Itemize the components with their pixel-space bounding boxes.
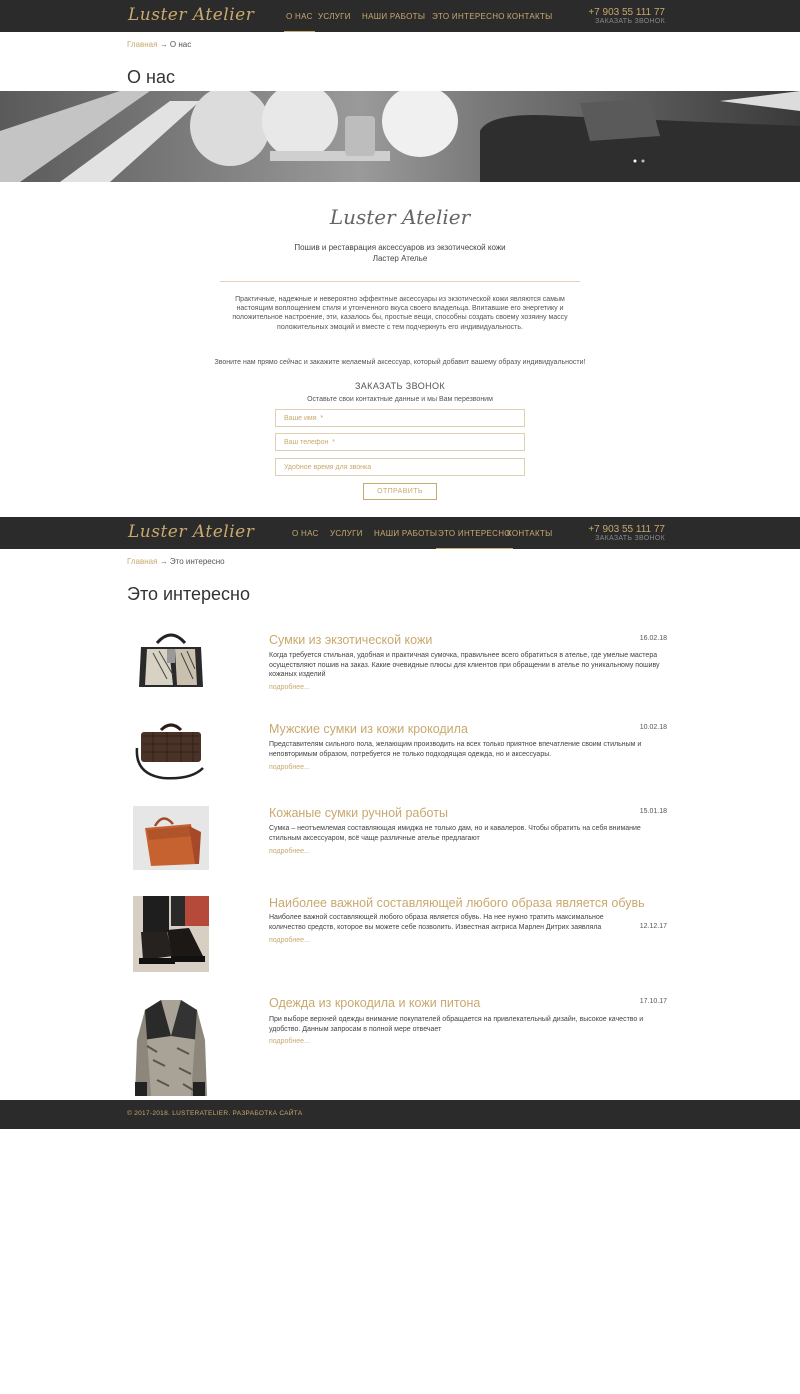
call-time-input[interactable]: [275, 458, 525, 476]
read-more-link[interactable]: подробнее...: [269, 764, 310, 771]
article-excerpt: Представителям сильного пола, желающим производить на всех только приятное впечатление своим стильным и неповторимым образом, потребуется не только подходящая одежда, но и аксессуары.: [269, 741, 642, 758]
article-excerpt: При выборе верхней одежды внимание покупателей обращается на привлекательный дизайн, высокое качество и удобство. Данным запросам в полной мере отвечает: [269, 1016, 644, 1033]
article-title-link[interactable]: Наиболее важной составляющей любого образа является обувь: [269, 896, 645, 910]
footer-copyright[interactable]: © 2017-2018. LUSTERATELIER. РАЗРАБОТКА САЙТА: [127, 1110, 303, 1117]
article-date: 15.01.18: [639, 808, 667, 815]
article-title-link[interactable]: Одежда из крокодила и кожи питона: [269, 996, 481, 1010]
nav-about[interactable]: О НАС: [286, 12, 313, 21]
article-date: 12.12.17: [639, 923, 667, 930]
read-more-link[interactable]: подробнее...: [269, 848, 310, 855]
header-callback-link[interactable]: ЗАКАЗАТЬ ЗВОНОК: [595, 18, 665, 25]
nav-works[interactable]: НАШИ РАБОТЫ: [362, 12, 426, 21]
breadcrumb-home-link[interactable]: Главная: [127, 40, 158, 49]
page-title: Это интересно: [127, 584, 251, 604]
article-item: [0, 799, 800, 871]
handmade-bag-image[interactable]: [133, 806, 209, 870]
article-item: [0, 889, 800, 975]
article-excerpt: Сумка – неотъемлемая составляющая имиджа не только дам, но и кавалеров. Чтобы обратить на себя внимание стильным аксессуаром, всё чаще различные ателье предлагают: [269, 825, 641, 842]
python-jacket-image[interactable]: [133, 996, 209, 1100]
site-logo[interactable]: Luster Atelier: [128, 5, 255, 25]
nav-interesting[interactable]: ЭТО ИНТЕРЕСНО: [432, 12, 505, 21]
hero-interior-photo: [0, 91, 800, 182]
nav-about[interactable]: О НАС: [292, 529, 319, 538]
article-excerpt: Наиболее важной составляющей любого образа является обувь. На нее нужно тратить максимальное количество средств, которое вы можете себе позволить. Известная актриса Марлен Дитрих заявляла: [269, 914, 604, 931]
read-more-link[interactable]: подробнее...: [269, 1038, 310, 1045]
article-date: 16.02.18: [639, 635, 667, 642]
call-to-action-text: Звоните нам прямо сейчас и закажите желаемый аксессуар, который добавит вашему образу индивидуальности!: [214, 359, 586, 366]
article-item: [0, 990, 800, 1100]
nav-contacts[interactable]: КОНТАКТЫ: [507, 12, 553, 21]
site-header-2: [0, 517, 800, 549]
breadcrumb: [127, 557, 225, 566]
site-footer: [0, 1100, 800, 1129]
article-excerpt: Когда требуется стильная, удобная и практичная сумочка, правильнее всего обратиться в ателье, где умелые мастера осуществляют пошив на заказ. Какие очевидные плюсы для клиентов при обращении в ателье по уникальному пошиву кожаных изделий: [269, 652, 660, 678]
header-phone[interactable]: +7 903 55 111 77: [588, 524, 665, 535]
site-logo[interactable]: Luster Atelier: [128, 522, 255, 542]
breadcrumb-home-link[interactable]: Главная: [127, 557, 158, 566]
callback-form-subtitle: Оставьте свои контактные данные и мы Вам перезвоним: [307, 396, 493, 403]
slider-dots[interactable]: [633, 159, 649, 163]
nav-services[interactable]: УСЛУГИ: [318, 12, 351, 21]
about-tagline: Пошив и реставрация аксессуаров из экзотической кожи: [294, 243, 506, 252]
breadcrumb-separator: →: [159, 40, 168, 49]
section-divider: [220, 281, 580, 282]
article-item: [0, 625, 800, 695]
article-title-link[interactable]: Кожаные сумки ручной работы: [269, 806, 448, 820]
header-phone[interactable]: +7 903 55 111 77: [588, 7, 665, 18]
nav-services[interactable]: УСЛУГИ: [330, 529, 363, 538]
article-date: 17.10.17: [639, 998, 667, 1005]
read-more-link[interactable]: подробнее...: [269, 684, 310, 691]
header-callback-link[interactable]: ЗАКАЗАТЬ ЗВОНОК: [595, 535, 665, 542]
about-tagline-brand: Ластер Ателье: [372, 254, 428, 263]
nav-interesting[interactable]: ЭТО ИНТЕРЕСНО: [438, 529, 511, 538]
page-title: О нас: [127, 67, 175, 87]
name-input[interactable]: [275, 409, 525, 427]
article-date: 10.02.18: [639, 724, 667, 731]
site-header: [0, 0, 800, 32]
leather-shoes-image[interactable]: [133, 896, 209, 972]
article-title-link[interactable]: Мужские сумки из кожи крокодила: [269, 722, 468, 736]
article-title-link[interactable]: Сумки из экзотической кожи: [269, 633, 433, 647]
submit-button[interactable]: ОТПРАВИТЬ: [363, 483, 437, 500]
callback-form-title: ЗАКАЗАТЬ ЗВОНОК: [354, 381, 446, 391]
breadcrumb-current: О нас: [169, 40, 192, 49]
crocodile-bag-image[interactable]: [133, 718, 209, 782]
about-logo: Luster Atelier: [329, 205, 471, 229]
breadcrumb-separator: →: [159, 557, 168, 566]
phone-input[interactable]: [275, 433, 525, 451]
read-more-link[interactable]: подробнее...: [269, 937, 310, 944]
breadcrumb-current: Это интересно: [169, 557, 225, 566]
exotic-handbag-image[interactable]: [133, 629, 209, 693]
article-item: [0, 714, 800, 784]
nav-works[interactable]: НАШИ РАБОТЫ: [374, 529, 438, 538]
hero-slider: [0, 91, 800, 182]
breadcrumb: [127, 40, 191, 49]
nav-contacts[interactable]: КОНТАКТЫ: [507, 529, 553, 538]
about-description: Практичные, надежные и невероятно эффектные аксессуары из экзотической кожи являются самым настоящим воплощением стиля и утонченного вкуса своего владельца. Впитавшие его энергетику и положительное настроение, эти, казалось бы, простые вещи, способны создать своему хозяину массу положительных эмоций и вместе с тем подчеркнуть его индивидуальность.: [232, 296, 568, 331]
